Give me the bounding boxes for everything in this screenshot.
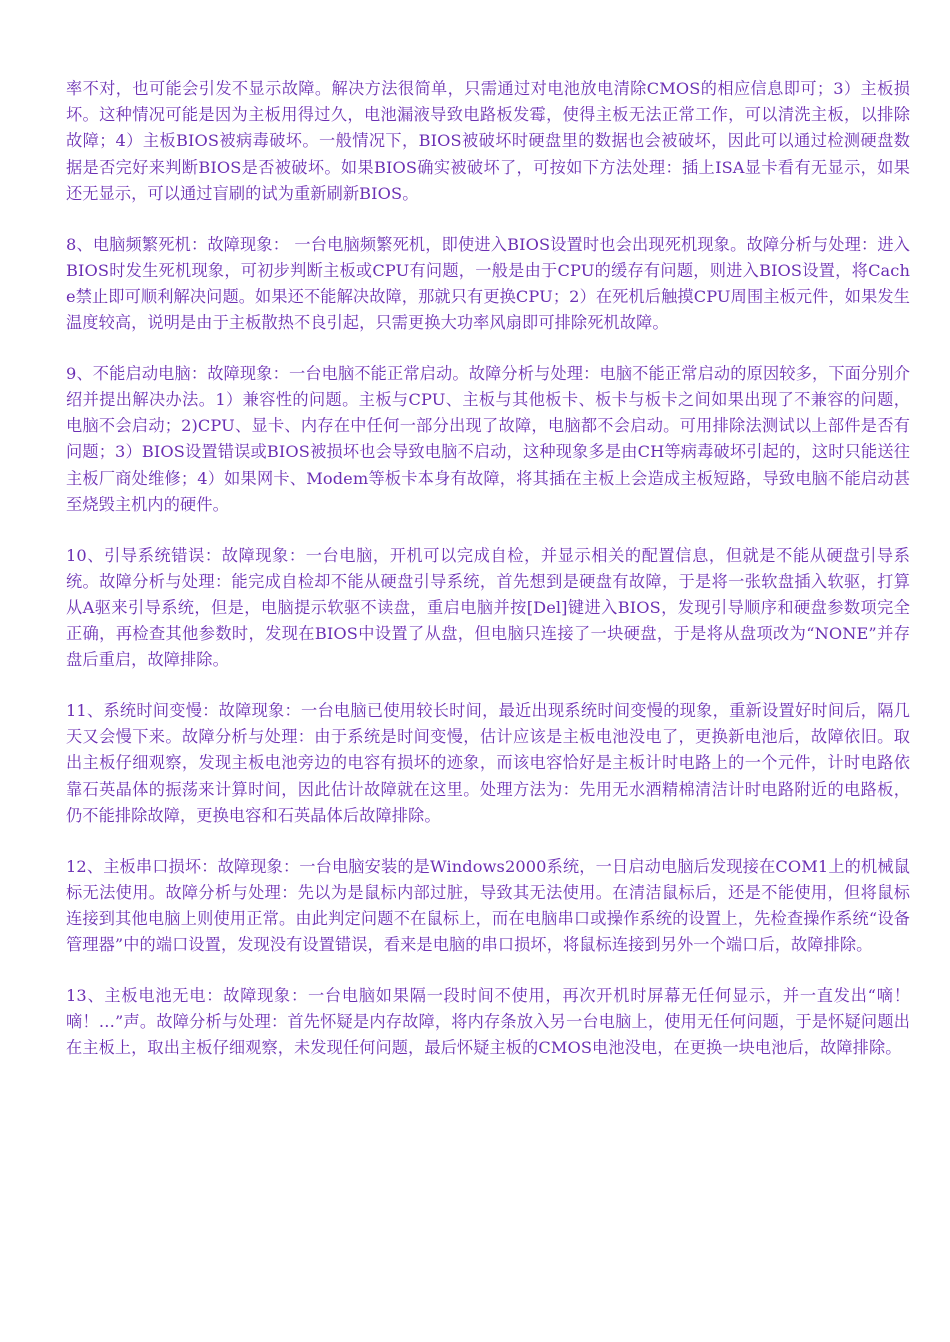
paragraph-system-time-slow: 11、系统时间变慢：故障现象：一台电脑已使用较长时间，最近出现系统时间变慢的现象，重新设置好时间后，隔几天又会慢下来。故障分析与处理：由于系统是时间变慢，估计应该是主板电池没电了，更换新电池后，故障依旧。取出主板仔细观察，发现主板电池旁边的电容有损坏的迹象，而该电容恰好是主板计时电路上的一个元件，计时电路依靠石英晶体的振荡来计算时间，因此估计故障就在这里。处理方法为：先用无水酒精棉清洁计时电路附近的电路板，仍不能排除故障，更换电容和石英晶体后故障排除。: [66, 701, 910, 825]
paragraph-battery-dead: 13、主板电池无电：故障现象：一台电脑如果隔一段时间不使用，再次开机时屏幕无任何显示，并一直发出“嘀！嘀！…”声。故障分析与处理：首先怀疑是内存故障，将内存条放入另一台电脑上，使用无任何问题，于是怀疑问题出在主板上，取出主板仔细观察，未发现任何问题，最后怀疑主板的CMOS电池没电，在更换一块电池后，故障排除。: [66, 985, 910, 1058]
paragraph-frequent-crash: 8、电脑频繁死机：故障现象： 一台电脑频繁死机，即使进入BIOS设置时也会出现死机现象。故障分析与处理：进入BIOS时发生死机现象，可初步判断主板或CPU有问题，一般是由于CPU的缓存有问题，则进入BIOS设置，将Cache禁止即可顺利解决问题。如果还不能解决故障，那就只有更换CPU；2）在死机后触摸CPU周围主板元件，如果发生温度较高，说明是由于主板散热不良引起，只需更换大功率风扇即可排除死机故障。: [66, 234, 910, 333]
paragraph-bios-fault-continued: 率不对，也可能会引发不显示故障。解决方法很简单，只需通过对电池放电清除CMOS的相应信息即可；3）主板损坏。这种情况可能是因为主板用得过久，电池漏液导致电路板发霉，使得主板无法正常工作，可以清洗主板，以排除故障；4）主板BIOS被病毒破坏。一般情况下，BIOS被破坏时硬盘里的数据也会被破坏，因此可以通过检测硬盘数据是否完好来判断BIOS是否被破坏。如果BIOS确实被破坏了，可按如下方法处理：插上ISA显卡看有无显示，如果还无显示，可以通过盲刷的试为重新刷新BIOS。: [66, 79, 910, 203]
paragraph-serial-port-damaged: 12、主板串口损坏：故障现象：一台电脑安装的是Windows2000系统，一日启动电脑后发现接在COM1上的机械鼠标无法使用。故障分析与处理：先以为是鼠标内部过脏，导致其无法使用。在清洁鼠标后，还是不能使用，但将鼠标连接到其他电脑上则使用正常。由此判定问题不在鼠标上，而在电脑串口或操作系统的设置上，先检查操作系统“设备管理器”中的端口设置，发现没有设置错误，看来是电脑的串口损坏，将鼠标连接到另外一个端口后，故障排除。: [66, 856, 910, 955]
paragraph-boot-system-error: 10、引导系统错误：故障现象：一台电脑，开机可以完成自检，并显示相关的配置信息，但就是不能从硬盘引导系统。故障分析与处理：能完成自检却不能从硬盘引导系统，首先想到是硬盘有故障，于是将一张软盘插入软驱，打算从A驱来引导系统，但是，电脑提示软驱不读盘，重启电脑并按[Del]键进入BIOS，发现引导顺序和硬盘参数项完全正确，再检查其他参数时，发现在BIOS中设置了从盘，但电脑只连接了一块硬盘，于是将从盘项改为“NONE”并存盘后重启，故障排除。: [66, 545, 910, 670]
paragraph-cannot-boot: 9、不能启动电脑：故障现象：一台电脑不能正常启动。故障分析与处理：电脑不能正常启动的原因较多，下面分别介绍并提出解决办法。1）兼容性的问题。主板与CPU、主板与其他板卡、板卡与板卡之间如果出现了不兼容的问题，电脑不会启动；2)CPU、显卡、内存在中任何一部分出现了故障，电脑都不会启动。可用排除法测试以上部件是否有问题；3）BIOS设置错误或BIOS被损坏也会导致电脑不启动，这种现象多是由CH等病毒破坏引起的，这时只能送往主板厂商处维修；4）如果网卡、Modem等板卡本身有故障，将其插在主板上会造成主板短路，导致电脑不能启动甚至烧毁主机内的硬件。: [66, 363, 910, 514]
